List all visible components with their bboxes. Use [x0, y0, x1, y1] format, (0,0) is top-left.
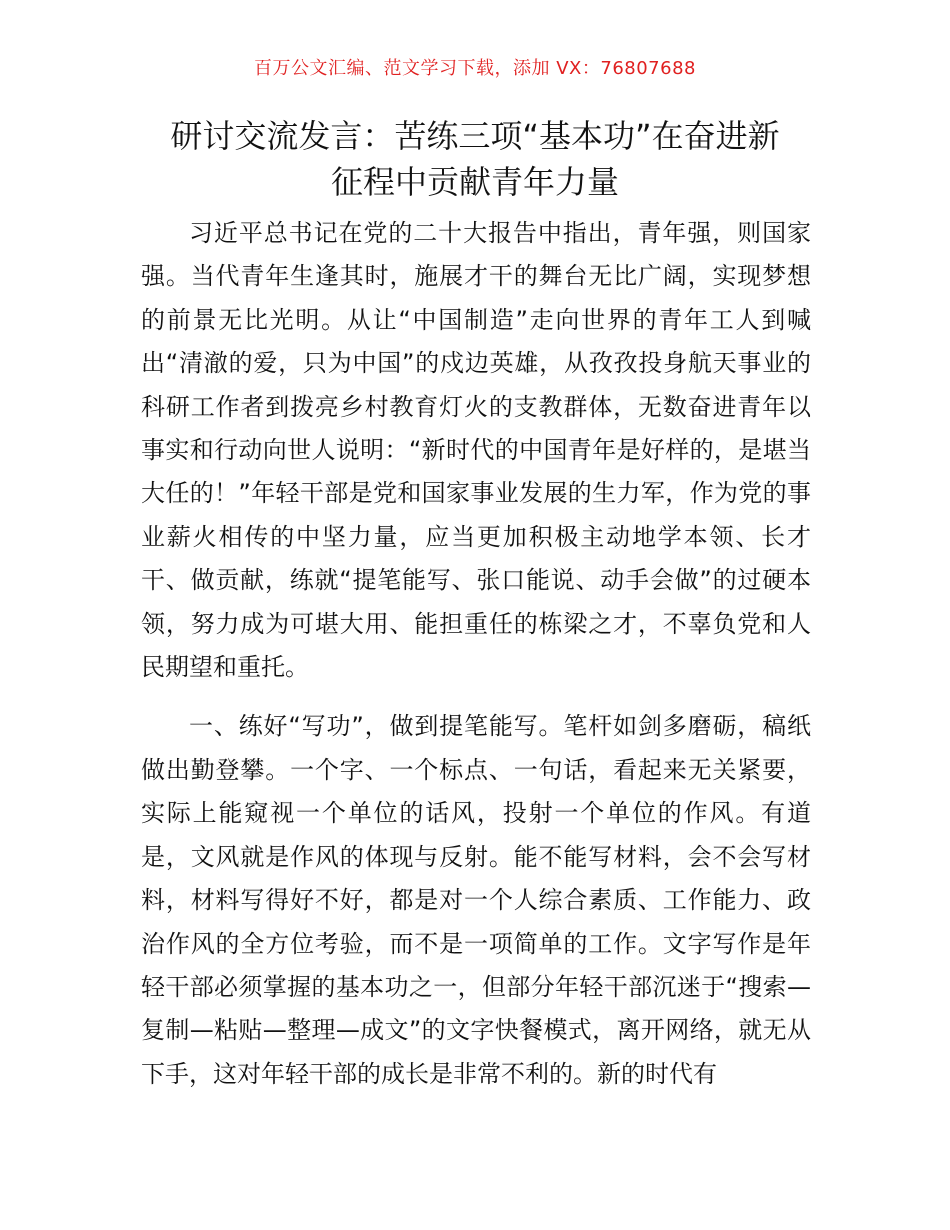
- title-line-1: 研讨交流发言：苦练三项“基本功”在奋进新: [170, 117, 780, 155]
- document-title: [130, 113, 820, 205]
- document-body: [141, 212, 811, 1096]
- paragraph-intro: 习近平总书记在党的二十大报告中指出，青年强，则国家强。当代青年生逢其时，施展才干的舞台无比广阔，实现梦想的前景无比光明。从让“中国制造”走向世界的青年工人到喊出“清澈的爱，只为中国”的戍边英雄，从孜孜投身航天事业的科研工作者到拨亮乡村教育灯火的支教群体，无数奋进青年以事实和行动向世人说明：“新时代的中国青年是好样的，是堪当大任的！”年轻干部是党和国家事业发展的生力军，作为党的事业薪火相传的中坚力量，应当更加积极主动地学本领、长才干、做贡献，练就“提笔能写、张口能说、动手会做”的过硬本领，努力成为可堪大用、能担重任的栋梁之才，不辜负党和人民期望和重托。: [141, 219, 811, 682]
- paragraph-section-one: 一、练好“写功”，做到提笔能写。笔杆如剑多磨砺，稿纸做出勤登攀。一个字、一个标点、一句话，看起来无关紧要，实际上能窥视一个单位的话风，投射一个单位的作风。有道是，文风就是作风的体现与反射。能不能写材料，会不会写材料，材料写得好不好，都是对一个人综合素质、工作能力、政治作风的全方位考验，而不是一项简单的工作。文字写作是年轻干部必须掌握的基本功之一，但部分年轻干部沉迷于“搜索—复制—粘贴—整理—成文”的文字快餐模式，离开网络，就无从下手，这对年轻干部的成长是非常不利的。新的时代有: [141, 712, 811, 1088]
- title-line-2: 征程中贡献青年力量: [330, 163, 619, 201]
- header-watermark-note: 百万公文汇编、范文学习下载，添加 VX：76807688: [254, 58, 696, 79]
